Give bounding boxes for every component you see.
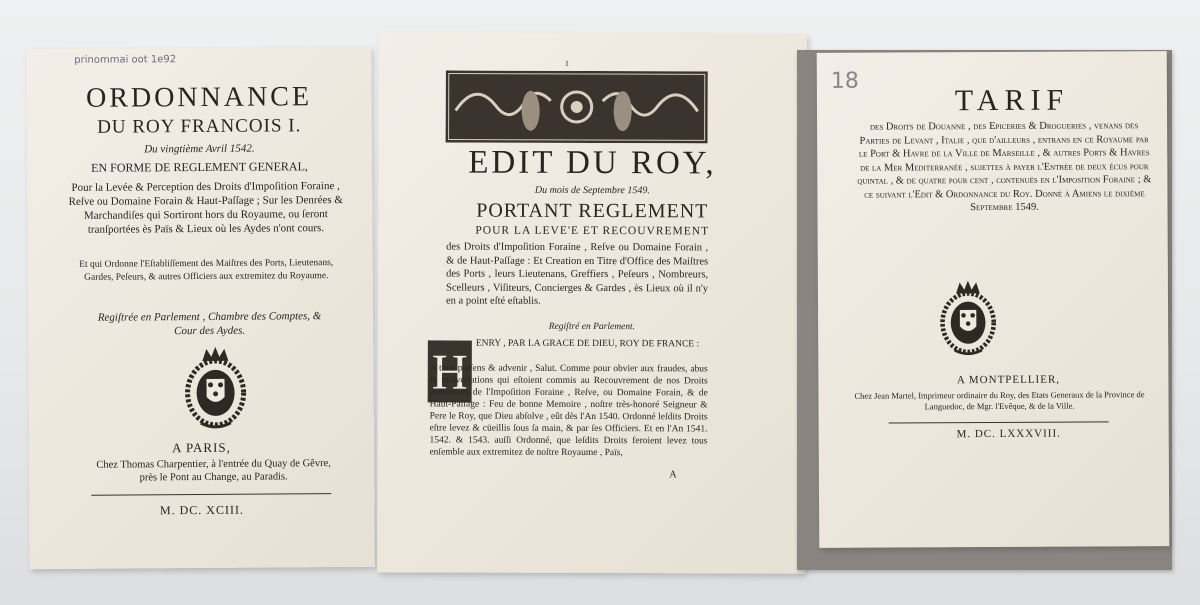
tarif-document xyxy=(817,51,1170,548)
edit-registration: Regiſtré en Parlement. xyxy=(548,321,636,333)
tarif-imprint: Chez Jean Martel, Imprimeur ordinaire du Roy, des Etats Generaux de la Province de Languedoc, de Mgr. l'Evêque, & de la Ville. xyxy=(854,389,1145,412)
edit-date: Du mois de Septembre 1549. xyxy=(534,184,650,197)
edit-title: EDIT DU ROY, xyxy=(468,144,717,182)
ordonnance-place: A PARIS, xyxy=(172,439,231,456)
ordonnance-body: Pour la Levée & Perception des Droits d'Impoſition Foraine , Reſve ou Domaine Forain & Haut-Paſſage ; Sur les Denrées & Marchandiſes qui Sortiront hors du Royaume, ou ſeront tranſportées ès Païs & Lieux où les Aydes n'ont cours. xyxy=(68,180,343,236)
handwritten-number: 18 xyxy=(830,68,859,94)
edit-text: A tous preſens & advenir , Salut. Comme pour obvier aux fraudes, abus & malverſations qui eſtoient commis au Recouvrement de nos Droits provenans de l'Impoſition Foraine , Reſve, ou Domaine Forain, & de Haut-Paſſage : Feu de bonne Memoire , noſtre très-honoré Seigneur & Pere le Roy, que Dieu abſolve , eût dès l'An 1540. Ordonné leſdits Droits eſtre levez & cüeillis ſous ſa main, & par ſes Officiers. Et en l'An 1541. 1542. & 1543. auſſi Ordonné, que leſdits Droits feroient levez tous enſemble aux extremitez de noſtre Royaume , Païs, xyxy=(429,363,708,459)
tarif-body: des Droits de Douanne , des Epiceries & Drogueries , venans des Parties de Levant , Italie , que d'ailleurs , entrans en ce Royaume par le Port & Havre de la Ville de Marſeille , & autres Ports & Havres de la Mer Mediterranée , ſujettes à payer l'Entrée de deux écus pour quintal , & de quatre pour cent , contenuës en l'Impoſition Foraine ; & ce ſuivant l'Edit & Ordonnance du Roy. Donné à Amiens le dixiéme Septembre 1549. xyxy=(857,120,1152,214)
handwritten-note: prinommai oot 1e92 xyxy=(74,54,177,66)
ordonnance-rule xyxy=(91,493,331,496)
edit-body: des Droits d'Impoſition Foraine , Reſve ou Domaine Forain , & de Haut-Paſſage : Et Creation en Titre d'Office des Maiſtres des Ports , leurs Lieutenans, Greffiers , Peſeurs , Nombreurs, Scelleurs , Viſiteurs, Concierges & Gardes , ès Lieux où il n'y en a point eſté eſtablis. xyxy=(445,241,709,307)
tarif-royal-arms-seal xyxy=(936,276,1000,360)
tarif-rule xyxy=(889,421,1109,423)
ordonnance-registration: Regiſtrée en Parlement , Chambre des Comptes, & Cour des Aydes. xyxy=(97,310,322,338)
edit-signature-mark: A xyxy=(669,469,677,481)
edit-document xyxy=(377,32,807,573)
ordonnance-heading: EN FORME DE REGLEMENT GENERAL, xyxy=(91,159,308,175)
ordonnance-date: Du vingtième Avril 1542. xyxy=(144,142,255,156)
ordonnance-imprint: Chez Thomas Charpentier, à l'entrée du Quay de Gêvre, près le Pont au Change, au Paradis. xyxy=(96,458,331,484)
ordonnance-document xyxy=(26,47,375,569)
edit-text-lead: ENRY , PAR LA GRACE DE DIEU, ROY DE FRANCE : xyxy=(475,338,700,350)
edit-subheading: POUR LA LEVE'E ET RECOUVREMENT xyxy=(475,224,710,238)
ordonnance-body-2: Et qui Ordonne l'Eſtabliſſement des Maiſtres des Ports, Lieutenans, Gardes, Peſeurs, & autres Officiers aux extremitez du Royaume. xyxy=(79,258,334,283)
ornamental-headpiece xyxy=(446,70,708,143)
edit-heading: PORTANT REGLEMENT xyxy=(476,199,709,223)
tarif-year: M. DC. LXXXVIII. xyxy=(956,427,1061,441)
tarif-title: TARIF xyxy=(954,83,1070,118)
drop-cap-h: H xyxy=(428,340,472,402)
ordonnance-title: ORDONNANCE xyxy=(85,81,313,114)
ordonnance-subtitle: DU ROY FRANCOIS I. xyxy=(97,115,302,138)
page-number: 1 xyxy=(564,58,569,68)
tarif-place: A MONTPELLIER, xyxy=(956,373,1061,387)
royal-arms-seal xyxy=(180,343,251,433)
ordonnance-year: M. DC. XCIII. xyxy=(159,502,244,518)
